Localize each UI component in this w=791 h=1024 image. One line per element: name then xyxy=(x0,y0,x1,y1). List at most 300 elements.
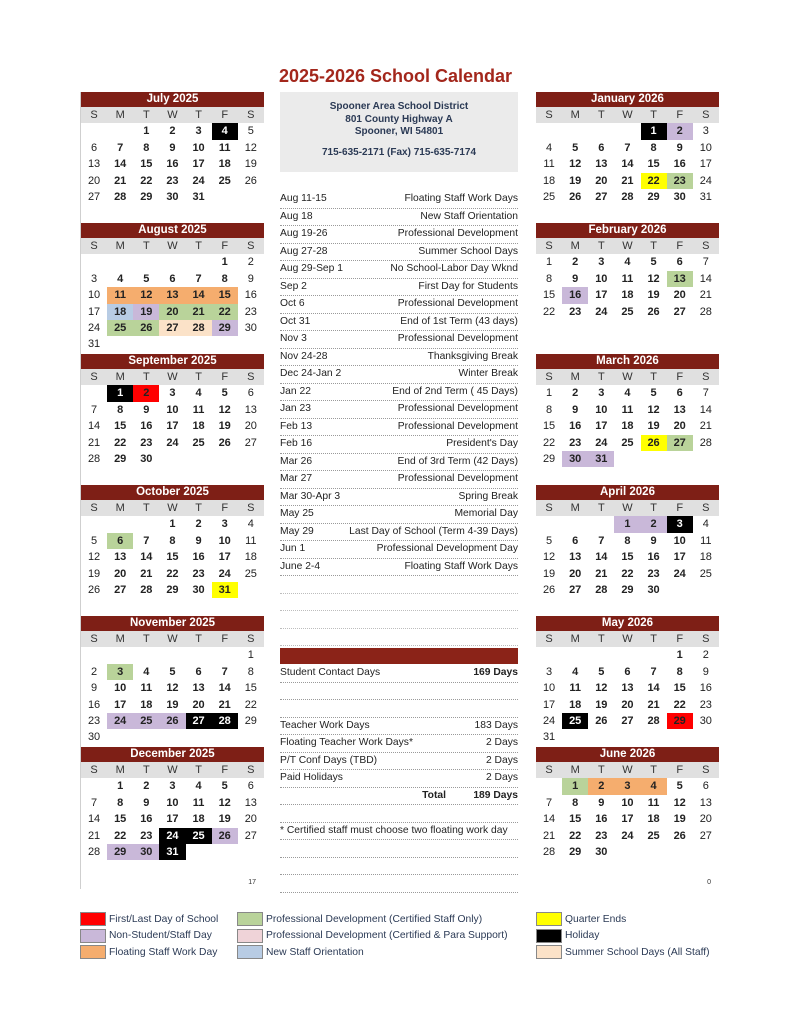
calendar-day: 19 xyxy=(569,174,582,187)
calendar-day: 11 xyxy=(621,403,634,416)
stat-row xyxy=(280,875,518,893)
calendar-day: 23 xyxy=(647,567,660,580)
calendar-day: 26 xyxy=(133,320,159,336)
calendar-day: 9 xyxy=(676,141,683,154)
legend-item xyxy=(80,944,218,961)
stat-value xyxy=(446,700,518,717)
calendar-day: 8 xyxy=(169,534,176,547)
stat-value: 2 Days xyxy=(485,754,518,766)
calendar-day: 11 xyxy=(140,682,153,695)
calendar-day: 21 xyxy=(186,304,212,320)
weekday-label: W xyxy=(167,109,178,121)
calendar-day: 27 xyxy=(159,320,185,336)
calendar-day: 4 xyxy=(195,780,202,793)
stat-total-label xyxy=(386,718,446,735)
calendar-day: 20 xyxy=(192,698,205,711)
weekday-label: M xyxy=(115,764,125,776)
legend-column xyxy=(536,911,710,961)
stats-list xyxy=(280,665,518,893)
calendar-day: 30 xyxy=(140,452,153,465)
empty-day xyxy=(536,467,562,483)
empty-day xyxy=(693,320,719,336)
week-row xyxy=(536,680,719,696)
calendar-day: 18 xyxy=(699,551,712,564)
empty-day xyxy=(238,467,264,483)
empty-day xyxy=(588,320,614,336)
empty-day xyxy=(667,451,693,467)
calendar-day: 7 xyxy=(91,403,98,416)
empty-day xyxy=(159,860,185,876)
calendar-day: 6 xyxy=(169,272,176,285)
week-row xyxy=(536,123,719,139)
weekday-header xyxy=(81,369,264,385)
calendar-day: 26 xyxy=(87,583,101,596)
calendar-day: 1 xyxy=(117,780,124,793)
calendar-day: 22 xyxy=(140,174,153,187)
week-row xyxy=(536,844,719,860)
empty-day xyxy=(614,729,640,745)
legend-swatch xyxy=(237,945,263,959)
month-march-2026 xyxy=(536,354,719,496)
calendar-day: 1 xyxy=(221,256,228,269)
week-row xyxy=(81,598,264,614)
week-row xyxy=(536,860,719,876)
empty-day xyxy=(588,860,614,876)
stat-label xyxy=(280,875,386,892)
legend-label: First/Last Day of School xyxy=(109,913,219,925)
calendar-day: 21 xyxy=(542,829,556,842)
week-row xyxy=(81,189,264,205)
calendar-day: 5 xyxy=(546,534,553,547)
calendar-day: 15 xyxy=(114,420,127,433)
event-description: Professional Development xyxy=(397,333,518,344)
stat-row xyxy=(280,700,518,718)
calendar-day: 11 xyxy=(245,534,257,547)
calendar-day: 12 xyxy=(647,403,660,416)
empty-day xyxy=(186,451,212,467)
calendar-day: 16 xyxy=(595,813,608,826)
stat-row xyxy=(280,735,518,753)
event-date: Sep 2 xyxy=(280,280,307,292)
week-row xyxy=(81,205,264,221)
calendar-day: 23 xyxy=(140,436,153,449)
calendar-day: 18 xyxy=(647,813,660,826)
calendar-day: 25 xyxy=(699,567,712,580)
district-city: Spooner, WI 54801 xyxy=(354,126,444,137)
calendar-day: 2 xyxy=(143,780,150,793)
stat-value xyxy=(446,683,518,700)
week-row xyxy=(81,320,264,336)
calendar-day: 6 xyxy=(598,141,605,154)
empty-day xyxy=(81,385,107,401)
legend-column xyxy=(237,911,508,961)
week-row xyxy=(536,664,719,680)
calendar-day: 14 xyxy=(621,158,634,171)
week-row xyxy=(536,173,719,189)
weekday-label: W xyxy=(622,240,633,252)
calendar-day: 29 xyxy=(212,320,238,336)
stat-row xyxy=(280,823,518,841)
calendar-day: 7 xyxy=(624,141,631,154)
empty-day xyxy=(641,647,667,663)
calendar-day: 21 xyxy=(218,698,231,711)
empty-day xyxy=(667,860,693,876)
calendar-day: 5 xyxy=(169,665,176,678)
stat-total-label xyxy=(413,735,461,752)
event-row-blank xyxy=(280,611,518,629)
calendar-day: 10 xyxy=(542,682,556,695)
calendar-day: 4 xyxy=(624,256,631,269)
weekday-label: W xyxy=(622,502,633,514)
weekday-header xyxy=(536,107,719,123)
stat-label xyxy=(280,840,386,857)
week-row xyxy=(81,336,264,352)
calendar-day: 4 xyxy=(143,665,150,678)
calendar-day: 5 xyxy=(91,534,98,547)
stat-row xyxy=(280,718,518,736)
week-row xyxy=(536,320,719,336)
stat-value xyxy=(446,858,518,875)
event-row xyxy=(280,384,518,402)
calendar-day: 29 xyxy=(107,844,133,860)
weekday-label: M xyxy=(570,633,580,645)
event-date: May 29 xyxy=(280,525,314,537)
calendar-day: 9 xyxy=(650,534,657,547)
week-row xyxy=(81,697,264,713)
month-february-2026 xyxy=(536,223,719,365)
event-row xyxy=(280,541,518,559)
calendar-day: 12 xyxy=(569,158,582,171)
calendar-day: 31 xyxy=(159,844,185,860)
week-row xyxy=(81,795,264,811)
stat-row xyxy=(280,665,518,683)
calendar-day: 2 xyxy=(641,516,667,532)
weekday-label: T xyxy=(597,240,605,252)
calendar-day: 2 xyxy=(572,387,579,400)
legend-label: Holiday xyxy=(565,930,600,942)
calendar-day: 10 xyxy=(621,796,634,809)
calendar-day: 13 xyxy=(699,796,712,809)
calendar-day: 27 xyxy=(595,190,608,203)
weekday-label: W xyxy=(622,109,633,121)
calendar-day: 11 xyxy=(192,796,205,809)
calendar-day: 8 xyxy=(676,665,683,678)
event-description: Professional Development xyxy=(397,473,518,484)
empty-day xyxy=(133,860,159,876)
empty-day xyxy=(81,860,107,876)
empty-day xyxy=(693,467,719,483)
legend-swatch xyxy=(80,912,106,926)
month-title: November 2025 xyxy=(81,616,264,631)
stat-total-label: Total xyxy=(422,789,446,801)
event-description: Last Day of School (Term 4-39 Days) xyxy=(349,525,518,537)
calendar-day: 28 xyxy=(87,452,101,465)
calendar-day: 11 xyxy=(569,682,581,695)
stat-total-label xyxy=(386,840,446,857)
month-title: October 2025 xyxy=(81,485,264,500)
calendar-day: 19 xyxy=(595,698,608,711)
event-description: Professional Development xyxy=(397,298,518,309)
weekday-label: F xyxy=(676,109,684,121)
event-description: Professional Development xyxy=(397,228,518,239)
calendar-day: 21 xyxy=(87,829,101,842)
calendar-day: 13 xyxy=(192,682,205,695)
empty-day xyxy=(133,254,159,270)
weekday-label: M xyxy=(570,371,580,383)
week-row xyxy=(81,516,264,532)
week-row xyxy=(81,156,264,172)
week-row xyxy=(81,451,264,467)
event-description: New Staff Orientation xyxy=(420,210,518,222)
calendar-day: 25 xyxy=(107,320,133,336)
week-row xyxy=(81,647,264,663)
weekday-label: S xyxy=(545,109,553,121)
weekday-label: T xyxy=(142,502,150,514)
empty-day xyxy=(81,778,107,794)
event-row xyxy=(280,314,518,332)
empty-day xyxy=(588,729,614,745)
week-row xyxy=(81,549,264,565)
calendar-day: 1 xyxy=(676,649,683,662)
calendar-day: 4 xyxy=(641,778,667,794)
week-row xyxy=(536,435,719,451)
calendar-day: 9 xyxy=(169,141,176,154)
stat-label: P/T Conf Days (TBD) xyxy=(280,754,378,766)
weekday-label: S xyxy=(247,371,255,383)
calendar-day: 19 xyxy=(542,567,556,580)
legend-item xyxy=(237,911,508,928)
empty-day xyxy=(588,336,614,352)
empty-day xyxy=(107,729,133,745)
calendar-day: 15 xyxy=(673,682,686,695)
calendar-day: 19 xyxy=(647,420,660,433)
week-row xyxy=(81,467,264,483)
calendar-day: 19 xyxy=(218,420,231,433)
legend-item xyxy=(536,928,710,945)
empty-day xyxy=(614,336,640,352)
calendar-day: 8 xyxy=(624,534,631,547)
legend-swatch xyxy=(536,945,562,959)
empty-day xyxy=(107,516,133,532)
month-may-2026 xyxy=(536,616,719,758)
stat-total-label xyxy=(386,858,446,875)
calendar-day: 30 xyxy=(87,731,101,744)
week-row xyxy=(536,156,719,172)
calendar-day: 19 xyxy=(166,698,179,711)
weekday-label: S xyxy=(702,109,710,121)
stat-row xyxy=(280,753,518,771)
calendar-day: 30 xyxy=(133,844,159,860)
calendar-day: 28 xyxy=(595,583,608,596)
week-row xyxy=(81,844,264,860)
empty-day xyxy=(693,729,719,745)
calendar-day: 15 xyxy=(212,287,238,303)
calendar-day: 10 xyxy=(87,289,101,302)
calendar-day: 16 xyxy=(87,698,101,711)
week-row xyxy=(81,860,264,876)
calendar-day: 24 xyxy=(595,436,608,449)
weekday-label: S xyxy=(702,371,710,383)
calendar-day: 10 xyxy=(192,141,205,154)
empty-day xyxy=(238,189,264,205)
weekday-header xyxy=(81,631,264,647)
calendar-day: 20 xyxy=(699,813,712,826)
calendar-day: 31 xyxy=(192,190,205,203)
weekday-label: T xyxy=(142,371,150,383)
event-date: Nov 24-28 xyxy=(280,350,328,362)
calendar-day: 25 xyxy=(621,305,634,318)
calendar-day: 22 xyxy=(641,173,667,189)
calendar-day: 6 xyxy=(91,141,98,154)
event-date: Aug 27-28 xyxy=(280,245,328,257)
week-row xyxy=(81,173,264,189)
calendar-day: 17 xyxy=(595,420,608,433)
weekday-label: T xyxy=(195,109,202,121)
calendar-day: 27 xyxy=(673,305,686,318)
calendar-day: 22 xyxy=(621,567,634,580)
calendar-day: 26 xyxy=(641,435,667,451)
calendar-day: 29 xyxy=(244,714,257,727)
week-row xyxy=(536,467,719,483)
stat-total-label xyxy=(386,875,446,892)
month-title: February 2026 xyxy=(536,223,719,238)
calendar-day: 3 xyxy=(169,387,176,400)
month-title: December 2025 xyxy=(81,747,264,762)
empty-day xyxy=(693,336,719,352)
event-date: Nov 3 xyxy=(280,333,307,344)
calendar-day: 15 xyxy=(647,158,660,171)
weekday-label: S xyxy=(247,633,255,645)
calendar-day: 4 xyxy=(702,518,709,531)
calendar-day: 12 xyxy=(218,403,231,416)
calendar-day: 22 xyxy=(114,436,127,449)
weekday-label: M xyxy=(115,109,125,121)
stat-row xyxy=(280,858,518,876)
empty-day xyxy=(562,647,588,663)
event-date: Dec 24-Jan 2 xyxy=(280,368,342,379)
month-footer xyxy=(81,877,264,889)
calendar-day: 16 xyxy=(647,551,660,564)
empty-day xyxy=(614,123,640,139)
weekday-label: T xyxy=(650,240,657,252)
weekday-label: T xyxy=(597,633,605,645)
calendar-day: 15 xyxy=(569,813,582,826)
calendar-day: 20 xyxy=(621,698,634,711)
weekday-label: S xyxy=(702,502,710,514)
empty-day xyxy=(641,844,667,860)
weekday-label: F xyxy=(676,502,684,514)
calendar-day: 25 xyxy=(647,829,660,842)
calendar-day: 17 xyxy=(87,305,101,318)
empty-day xyxy=(159,205,185,221)
calendar-day: 10 xyxy=(595,403,608,416)
empty-day xyxy=(641,729,667,745)
event-date: Jan 22 xyxy=(280,385,311,397)
calendar-day: 4 xyxy=(624,387,631,400)
empty-day xyxy=(238,582,264,598)
calendar-day: 10 xyxy=(166,796,179,809)
empty-day xyxy=(562,729,588,745)
calendar-day: 8 xyxy=(221,272,228,285)
event-description: Floating Staff Work Days xyxy=(404,193,518,204)
calendar-day: 9 xyxy=(598,796,605,809)
event-row xyxy=(280,244,518,262)
calendar-day: 3 xyxy=(91,272,98,285)
week-row xyxy=(81,582,264,598)
week-row xyxy=(81,304,264,320)
calendar-day: 28 xyxy=(621,190,634,203)
stat-row xyxy=(280,840,518,858)
calendar-day: 22 xyxy=(212,304,238,320)
weekday-label: T xyxy=(142,240,150,252)
calendar-day: 12 xyxy=(166,682,179,695)
calendar-day: 23 xyxy=(569,436,582,449)
weekday-label: M xyxy=(570,764,580,776)
calendar-day: 11 xyxy=(621,272,634,285)
weekday-header xyxy=(536,238,719,254)
stat-row xyxy=(280,683,518,701)
month-footer xyxy=(536,877,719,889)
empty-day xyxy=(107,123,133,139)
calendar-day: 5 xyxy=(572,141,579,154)
calendar-day: 2 xyxy=(572,256,579,269)
weekday-label: S xyxy=(90,371,98,383)
empty-day xyxy=(667,844,693,860)
event-row xyxy=(280,331,518,349)
calendar-day: 16 xyxy=(192,551,205,564)
calendar-day: 21 xyxy=(699,289,712,302)
weekday-label: T xyxy=(142,764,150,776)
calendar-day: 12 xyxy=(673,796,686,809)
empty-day xyxy=(186,336,212,352)
calendar-day: 27 xyxy=(114,583,127,596)
empty-day xyxy=(562,320,588,336)
stat-value xyxy=(446,805,518,822)
calendar-day: 1 xyxy=(247,649,254,662)
week-row xyxy=(81,271,264,287)
calendar-day: 18 xyxy=(192,813,205,826)
calendar-day: 14 xyxy=(114,158,127,171)
calendar-day: 1 xyxy=(169,518,176,531)
calendar-day: 20 xyxy=(244,813,257,826)
legend-label: Floating Staff Work Day xyxy=(109,946,218,958)
legend-label: Professional Development (Certified Staff Only) xyxy=(266,913,483,925)
empty-day xyxy=(641,320,667,336)
calendar-day: 24 xyxy=(542,714,556,727)
events-list xyxy=(280,191,518,664)
empty-day xyxy=(536,516,562,532)
week-row xyxy=(536,140,719,156)
month-june-2026 xyxy=(536,747,719,889)
calendar-day: 15 xyxy=(114,813,127,826)
calendar-day: 6 xyxy=(107,533,133,549)
week-row xyxy=(536,697,719,713)
weekday-label: F xyxy=(221,633,229,645)
event-row xyxy=(280,366,518,384)
calendar-day: 5 xyxy=(650,256,657,269)
stat-label: Floating Teacher Work Days* xyxy=(280,737,413,748)
calendar-day: 21 xyxy=(114,174,127,187)
empty-day xyxy=(133,336,159,352)
weekday-label: M xyxy=(570,502,580,514)
legend-label: New Staff Orientation xyxy=(266,946,364,958)
calendar-day: 7 xyxy=(195,272,202,285)
week-row xyxy=(536,271,719,287)
calendar-day: 12 xyxy=(595,682,608,695)
weekday-label: T xyxy=(195,764,202,776)
empty-day xyxy=(186,860,212,876)
event-date: Oct 31 xyxy=(280,315,311,327)
